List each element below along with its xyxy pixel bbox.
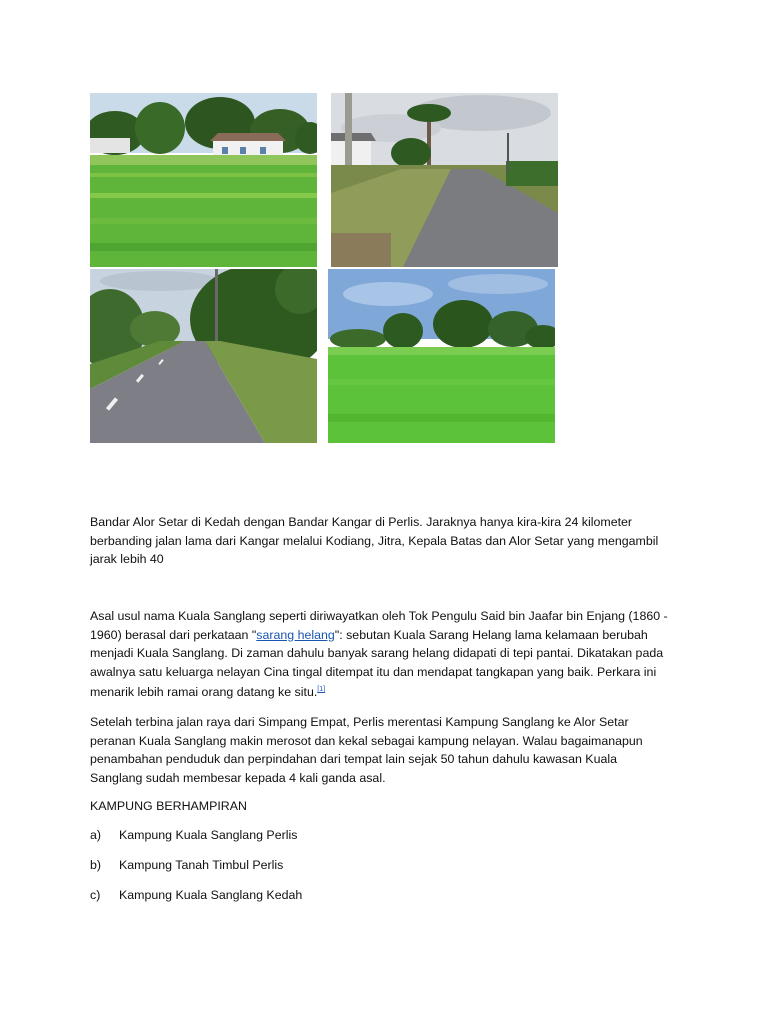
list-item-letter: a) [90, 828, 102, 842]
paragraph-origin-after: ": sebutan Kuala Sarang Helang lama kelamaan berubah menjadi Kuala Sanglang. Di zaman dahulu banyak sarang helang didapati di tepi pantai. Dikatakan pada awalnya satu keluarga nelayan Cina tingal ditempat itu dan mendapat tangkapan yang baik. Perkara ini menarik lebih ramai orang datang ke situ. [90, 627, 664, 700]
photo-paddy-field-house [90, 93, 317, 267]
paragraph-development: Setelah terbina jalan raya dari Simpang Empat, Perlis merentasi Kampung Sanglang ke Alor Setar peranan Kuala Sanglang makin merosot dan kekal sebagai kampung nelayan. Walau bagaimanapun penambahan penduduk dan perpindahan dari tempat lain sejak 50 tahun dahulu kawasan Kuala Sanglang sudah membesar kepada 4 kali ganda asal. [90, 715, 643, 785]
list-item-text: Kampung Kuala Sanglang Perlis [119, 828, 298, 842]
list-item [90, 856, 283, 875]
photo-paddy-coconut [328, 269, 555, 443]
list-item [90, 826, 297, 845]
list-item-text: Kampung Kuala Sanglang Kedah [119, 888, 303, 902]
sarang-helang-link[interactable]: sarang helang [256, 627, 335, 642]
list-item-text: Kampung Tanah Timbul Perlis [119, 858, 284, 872]
paragraph-distance: Bandar Alor Setar di Kedah dengan Bandar Kangar di Perlis. Jaraknya hanya kira-kira 24 kilometer berbanding jalan lama dari Kangar melalui Kodiang, Jitra, Kepala Batas dan Alor Setar yang mengambil jarak lebih 40 [90, 515, 659, 567]
reference-link[interactable]: [1] [317, 686, 326, 694]
paragraph-origin-before: Asal usul nama Kuala Sanglang seperti diriwayatkan oleh Tok Pengulu Said bin Jaafar bin Enjang (1860 - 1960) berasal dari perkataan " [90, 609, 668, 642]
list-item [90, 886, 302, 905]
list-item-letter: c) [90, 888, 101, 902]
photo-rural-road-trees [90, 269, 317, 443]
paragraph-origin [90, 607, 670, 702]
photo-village-road [331, 93, 558, 267]
section-heading: KAMPUNG BERHAMPIRAN [90, 799, 247, 813]
list-item-letter: b) [90, 858, 102, 872]
